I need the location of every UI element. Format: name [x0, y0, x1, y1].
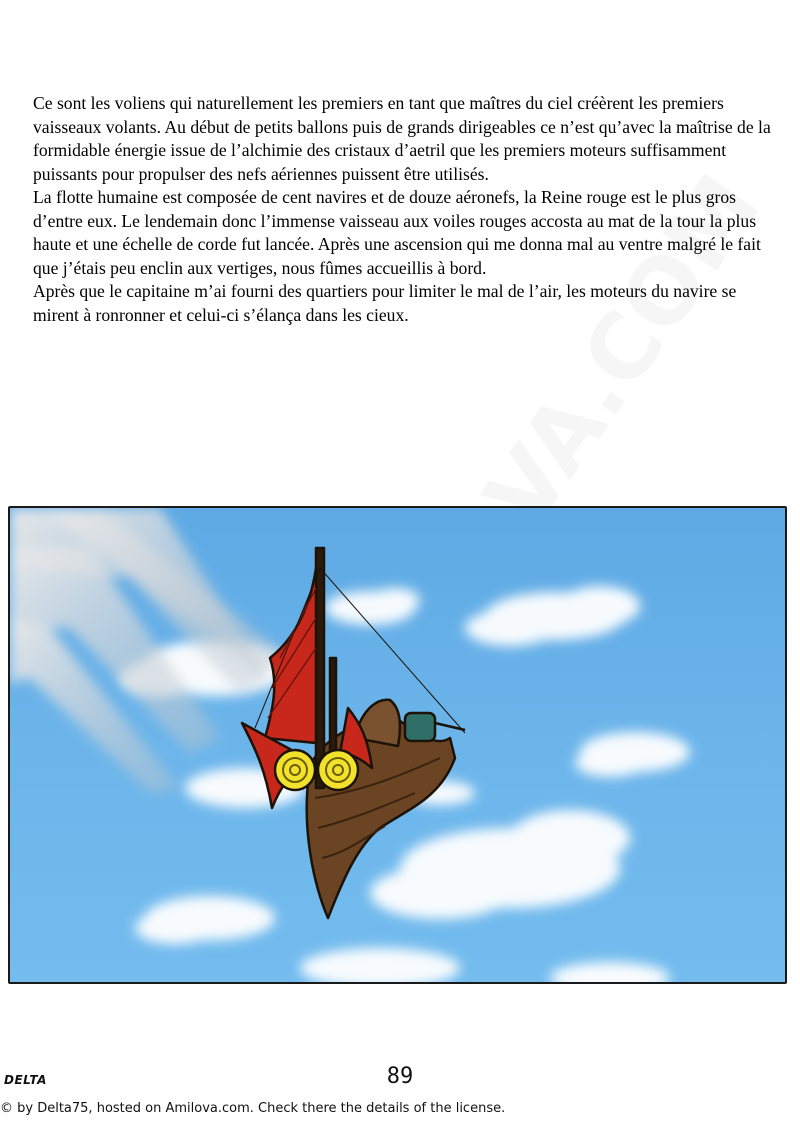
main-sail: [265, 568, 316, 743]
cloud: [300, 948, 670, 982]
artist-signature: DELTA: [4, 1073, 47, 1087]
engine: [318, 750, 358, 790]
funnel: [405, 713, 435, 741]
cloud: [370, 810, 630, 919]
copyright-notice: © by Delta75, hosted on Amilova.com. Check there the details of the license.: [0, 1101, 506, 1116]
engine: [275, 750, 315, 790]
paragraph: La flotte humaine est composée de cent navires et de douze aéronefs, la Reine rouge est le plus gros d’entre eux. Le lendemain donc l’immense vaisseau aux voiles rouges accosta au mat de la tour la plus haute et une échelle de corde fut lancée. Après une ascension qui me donna mal au ventre malgré le fait que j’étais peu enclin aux vertiges, nous fûmes accueillis à bord.: [33, 187, 761, 278]
cloud: [325, 588, 420, 625]
cloud: [465, 586, 640, 646]
comic-panel: [8, 506, 787, 984]
page-number: 89: [386, 1064, 414, 1089]
airship-illustration: [10, 508, 785, 982]
cloud: [575, 732, 690, 777]
story-text: [33, 92, 778, 327]
cloud: [135, 896, 275, 944]
paragraph: Ce sont les voliens qui naturellement les premiers en tant que maîtres du ciel créèrent les premiers vaisseaux volants. Au début de petits ballons puis de grands dirigeables ce n’est qu’avec la maîtrise de la formidable énergie issue de l’alchimie des cristaux d’aetril que les premiers moteurs suffisamment puissants pour propulser des nefs aériennes puissent être utilisés.: [33, 93, 771, 184]
paragraph: Après que le capitaine m’ai fourni des quartiers pour limiter le mal de l’air, les moteurs du navire se mirent à ronronner et celui-ci s’élança dans les cieux.: [33, 281, 737, 325]
smoke-trails: [10, 508, 290, 793]
